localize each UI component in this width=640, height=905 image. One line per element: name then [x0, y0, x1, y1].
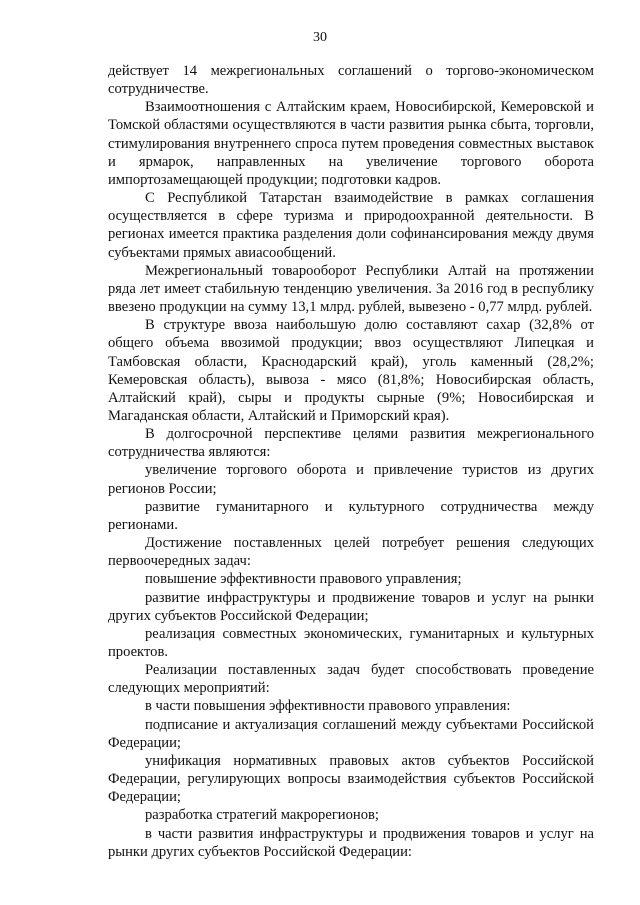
list-item: в части повышения эффективности правового управления:	[145, 698, 511, 715]
paragraph: Реализации поставленных задач будет способствовать проведение следующих мероприятий:	[108, 662, 594, 697]
paragraph: В долгосрочной перспективе целями развития межрегионального сотрудничества являются:	[108, 426, 594, 461]
paragraph: С Республикой Татарстан взаимодействие в рамках соглашения осуществляется в сфере туризма и природоохранной деятельности. В регионах имеется практика разделения доли софинансирования между двумя субъектами прямых авиасообщений.	[108, 190, 594, 261]
list-item: развитие гуманитарного и культурного сотрудничества между регионами.	[108, 498, 594, 533]
paragraph: В структуре ввоза наибольшую долю составляют сахар (32,8% от общего объема ввозимой продукции; ввоз осуществляют Липецкая и Тамбовская области, Краснодарский край), уголь каменный (28,2%; Кемеровская область), вывоза - мясо (81,8%; Новосибирская область, Алтайский край), сыры и продукты сырные (9%; Новосибирская и Магаданская области, Алтайский и Приморский края).	[108, 317, 594, 424]
list-item: реализация совместных экономических, гуманитарных и культурных проектов.	[108, 625, 594, 660]
list-item: развитие инфраструктуры и продвижение товаров и услуг на рынки других субъектов Российской Федерации;	[108, 589, 594, 624]
list-item: увеличение торгового оборота и привлечение туристов из других регионов России;	[108, 462, 594, 497]
paragraph: действует 14 межрегиональных соглашений о торгово-экономическом сотрудничестве.	[108, 63, 594, 98]
list-item: подписание и актуализация соглашений между субъектами Российской Федерации;	[108, 716, 594, 751]
document-body	[108, 62, 594, 861]
list-item: в части развития инфраструктуры и продвижения товаров и услуг на рынки других субъектов Российской Федерации:	[108, 825, 594, 860]
paragraph: Межрегиональный товарооборот Республики Алтай на протяжении ряда лет имеет стабильную тенденцию увеличения. За 2016 год в республику ввезено продукции на сумму 13,1 млрд. рублей, вывезено - 0,77 млрд. рублей.	[108, 262, 594, 316]
list-item: повышение эффективности правового управления;	[145, 571, 462, 588]
list-item: разработка стратегий макрорегионов;	[145, 807, 379, 824]
page-number: 30	[313, 30, 327, 45]
paragraph: Взаимоотношения с Алтайским краем, Новосибирской, Кемеровской и Томской областями осуществляются в части развития рынка сбыта, торговли, стимулирования внутреннего спроса путем проведения совместных выставок и ярмарок, направленных на увеличение торгового оборота импортозамещающей продукции; подготовки кадров.	[108, 99, 594, 188]
paragraph: Достижение поставленных целей потребует решения следующих первоочередных задач:	[108, 535, 594, 570]
list-item: унификация нормативных правовых актов субъектов Российской Федерации, регулирующих вопросы взаимодействия субъектов Российской Федерации;	[108, 752, 594, 806]
